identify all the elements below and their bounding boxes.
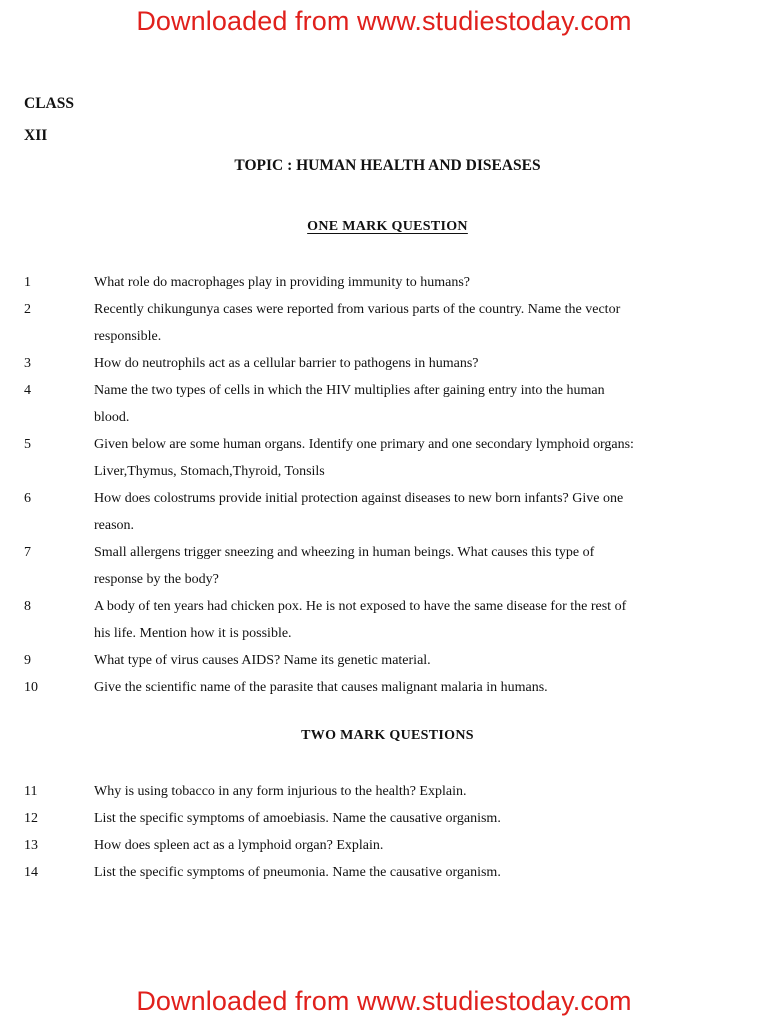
question-text: How do neutrophils act as a cellular barrier to pathogens in humans? xyxy=(94,356,479,371)
question-text: Name the two types of cells in which the HIV multiplies after gaining entry into the human blood. xyxy=(94,383,605,425)
question-text: List the specific symptoms of pneumonia. Name the causative organism. xyxy=(94,865,501,880)
question-text: What type of virus causes AIDS? Name its genetic material. xyxy=(94,653,431,668)
watermark-banner-bottom: Downloaded from www.studiestoday.com xyxy=(136,986,632,1016)
one-mark-question-list xyxy=(0,269,768,701)
question-text: A body of ten years had chicken pox. He is not exposed to have the same disease for the rest of his life. Mention how it is possible. xyxy=(94,599,627,641)
question-number: 2 xyxy=(24,302,31,317)
class-label: CLASS xyxy=(24,95,74,112)
question-number: 3 xyxy=(24,356,31,371)
question-number: 12 xyxy=(24,811,38,826)
question-number: 6 xyxy=(24,491,31,506)
question-row xyxy=(0,539,768,593)
question-row xyxy=(0,296,768,350)
question-row xyxy=(0,350,768,377)
question-row xyxy=(0,485,768,539)
question-number: 5 xyxy=(24,437,31,452)
question-row xyxy=(0,805,768,832)
watermark-banner-top: Downloaded from www.studiestoday.com xyxy=(136,6,632,36)
question-text: Give the scientific name of the parasite that causes malignant malaria in humans. xyxy=(94,680,548,695)
question-number: 13 xyxy=(24,838,38,853)
question-row xyxy=(0,377,768,431)
question-text: How does spleen act as a lymphoid organ? Explain. xyxy=(94,838,384,853)
question-row xyxy=(0,647,768,674)
topic-title: TOPIC : HUMAN HEALTH AND DISEASES xyxy=(234,157,541,174)
question-row xyxy=(0,269,768,296)
question-text: Recently chikungunya cases were reported from various parts of the country. Name the vector responsible. xyxy=(94,302,621,344)
question-text: How does colostrums provide initial protection against diseases to new born infants? Give one reason. xyxy=(94,491,624,533)
question-number: 14 xyxy=(24,865,38,880)
question-number: 10 xyxy=(24,680,38,695)
question-row xyxy=(0,832,768,859)
question-text: List the specific symptoms of amoebiasis. Name the causative organism. xyxy=(94,811,501,826)
question-row xyxy=(0,431,768,485)
question-number: 11 xyxy=(24,784,38,799)
question-text: Given below are some human organs. Identify one primary and one secondary lymphoid organs: Liver,Thymus, Stomach,Thyroid, Tonsils xyxy=(94,437,634,479)
question-text: What role do macrophages play in providing immunity to humans? xyxy=(94,275,470,290)
question-row xyxy=(0,859,768,886)
question-text: Small allergens trigger sneezing and wheezing in human beings. What causes this type of response by the body? xyxy=(94,545,595,587)
one-mark-section-heading: ONE MARK QUESTION xyxy=(307,219,468,234)
question-number: 8 xyxy=(24,599,31,614)
question-number: 4 xyxy=(24,383,31,398)
question-row xyxy=(0,674,768,701)
question-number: 9 xyxy=(24,653,31,668)
question-number: 7 xyxy=(24,545,31,560)
question-row xyxy=(0,593,768,647)
two-mark-section-heading: TWO MARK QUESTIONS xyxy=(301,728,474,743)
two-mark-question-list xyxy=(0,778,768,886)
question-row xyxy=(0,778,768,805)
question-text: Why is using tobacco in any form injurious to the health? Explain. xyxy=(94,784,467,799)
question-number: 1 xyxy=(24,275,31,290)
class-value: XII xyxy=(24,127,48,144)
